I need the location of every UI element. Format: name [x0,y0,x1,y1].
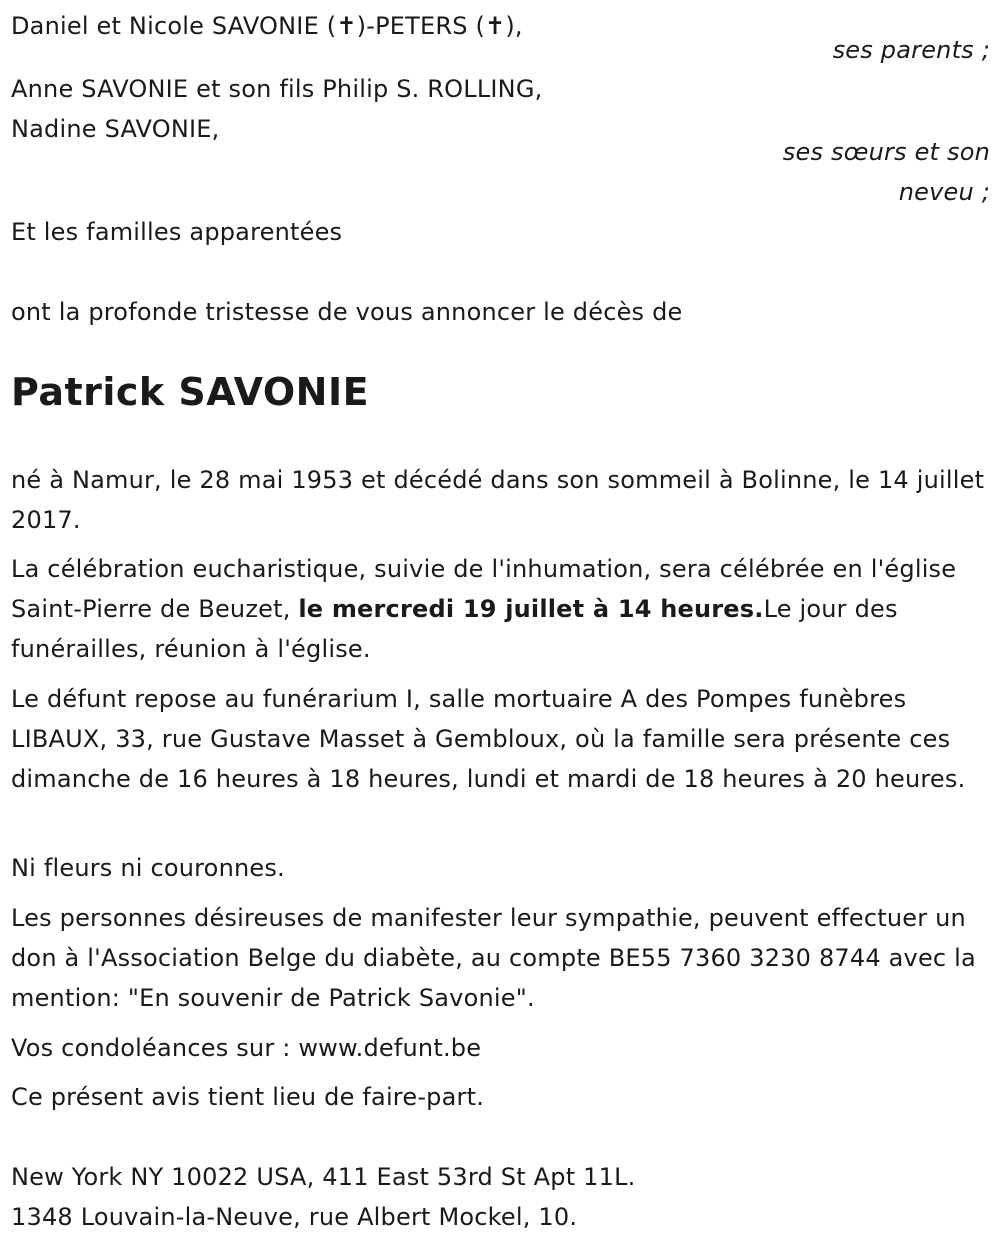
address-louvain: 1348 Louvain-la-Neuve, rue Albert Mockel, 10. [11,1203,578,1231]
deceased-name: Patrick SAVONIE [11,370,370,414]
ceremony-text-after: Le jour des funérailles, réunion à l'église. [11,595,898,663]
sister-nadine: Nadine SAVONIE, [11,115,220,143]
condolences-link: Vos condoléances sur : www.defunt.be [11,1034,482,1062]
sister-anne: Anne SAVONIE et son fils Philip S. ROLLING, [11,75,543,103]
parents-role: ses parents ; [832,36,990,64]
related-families: Et les familles apparentées [11,218,343,246]
no-flowers: Ni fleurs ni couronnes. [11,854,285,882]
ceremony-paragraph [11,549,986,669]
donation-paragraph: Les personnes désireuses de manifester leur sympathie, peuvent effectuer un don à l'Association Belge du diabète, au compte BE55 7360 3230 8744 avec la mention: "En souvenir de Patrick Savonie". [11,904,976,1012]
announcement: ont la profonde tristesse de vous annoncer le décès de [11,298,683,326]
sisters-role-line2: neveu ; [898,178,990,206]
ceremony-text-before: La célébration eucharistique, suivie de l'inhumation, sera célébrée en l'église Saint-Pierre de Beuzet, [11,555,957,623]
visitation-paragraph: Le défunt repose au funérarium I, salle mortuaire A des Pompes funèbres LIBAUX, 33, rue Gustave Masset à Gembloux, où la famille sera présente ces dimanche de 16 heures à 18 heures, lundi et mardi de 18 heures à 20 heures. [11,685,966,793]
notice: Ce présent avis tient lieu de faire-part. [11,1083,485,1111]
sisters-role-line1: ses sœurs et son [782,138,990,166]
birth-death-paragraph: né à Namur, le 28 mai 1953 et décédé dans son sommeil à Bolinne, le 14 juillet 2017. [11,466,985,534]
ceremony-date: le mercredi 19 juillet à 14 heures. [298,595,764,623]
address-new-york: New York NY 10022 USA, 411 East 53rd St Apt 11L. [11,1163,636,1191]
parents-names: Daniel et Nicole SAVONIE (✝)-PETERS (✝), [11,12,523,40]
